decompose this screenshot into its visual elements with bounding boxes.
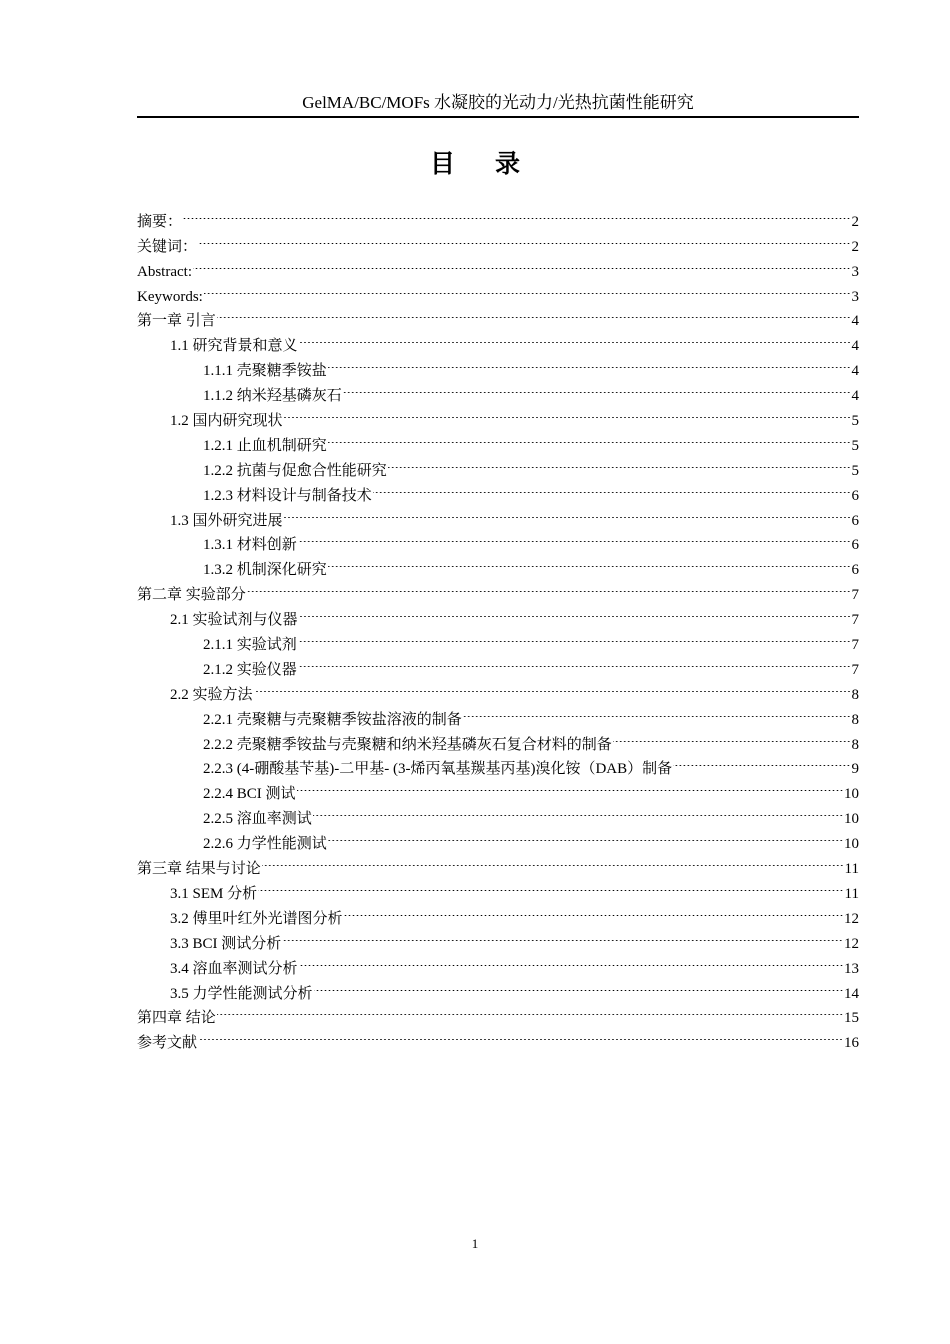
toc-title: 目录 xyxy=(429,149,560,178)
toc-entry-page: 10 xyxy=(844,811,859,828)
toc-entry-label: 3.1 SEM 分析 xyxy=(170,885,258,902)
toc-entry-page: 11 xyxy=(844,861,859,878)
toc-leader-dots xyxy=(299,948,843,973)
toc-entry[interactable] xyxy=(137,325,859,355)
toc-entry-page: 5 xyxy=(851,437,859,454)
toc-entry-label: 2.1.1 实验试剂 xyxy=(203,637,297,654)
toc-entry-page: 7 xyxy=(851,587,859,604)
toc-leader-dots xyxy=(344,898,843,923)
toc-leader-dots xyxy=(297,773,843,798)
toc-entry-page: 7 xyxy=(851,612,859,629)
toc-entry[interactable] xyxy=(137,251,859,280)
toc-leader-dots xyxy=(282,923,843,948)
toc-entry-page: 8 xyxy=(851,686,859,703)
toc-entry-label: 1.2.1 止血机制研究 xyxy=(203,437,327,454)
toc-entry-label: 1.2 国内研究现状 xyxy=(170,413,283,430)
toc-entry-page: 6 xyxy=(851,487,859,504)
toc-entry-label: 参考文献 xyxy=(137,1035,198,1052)
toc-leader-dots xyxy=(373,475,851,500)
toc-entry-page: 14 xyxy=(844,985,859,1002)
toc-entry-page: 10 xyxy=(844,786,859,803)
toc-entry-label: 2.2.5 溶血率测试 xyxy=(203,811,312,828)
toc-leader-dots xyxy=(217,998,843,1023)
toc-leader-dots xyxy=(328,425,851,450)
toc-entry-page: 5 xyxy=(851,413,859,430)
toc-leader-dots xyxy=(193,251,851,276)
toc-entry-label: 摘要： xyxy=(137,213,183,230)
table-of-contents xyxy=(137,201,859,1052)
toc-leader-dots xyxy=(314,973,843,998)
toc-entry[interactable] xyxy=(137,301,859,330)
toc-entry-label: 2.2 实验方法 xyxy=(170,686,253,703)
toc-entry-label: 1.1 研究背景和意义 xyxy=(170,338,298,355)
toc-leader-dots xyxy=(613,724,851,749)
toc-entry-label: Abstract: xyxy=(137,263,192,280)
toc-leader-dots xyxy=(183,201,850,226)
toc-leader-dots xyxy=(258,873,843,898)
toc-entry-page: 3 xyxy=(851,288,859,305)
toc-entry-page: 3 xyxy=(851,263,859,280)
toc-entry[interactable] xyxy=(137,276,859,305)
toc-entry-label: 2.2.3 (4-硼酸基苄基)-二甲基- (3-烯丙氧基羰基丙基)溴化铵（DAB）制备 xyxy=(203,761,673,778)
toc-entry-label: 1.3.2 机制深化研究 xyxy=(203,562,327,579)
toc-entry-label: 1.1.2 纳米羟基磷灰石 xyxy=(203,388,342,405)
toc-entry-label: 2.2.4 BCI 测试 xyxy=(203,786,296,803)
toc-entry-label: 2.1 实验试剂与仪器 xyxy=(170,612,298,629)
toc-entry-label: 1.3.1 材料创新 xyxy=(203,537,297,554)
toc-entry-label: 1.2.3 材料设计与制备技术 xyxy=(203,487,372,504)
toc-leader-dots xyxy=(204,276,851,301)
toc-leader-dots xyxy=(463,699,851,724)
toc-leader-dots xyxy=(217,301,851,326)
toc-entry-page: 4 xyxy=(851,338,859,355)
toc-leader-dots xyxy=(298,649,851,674)
toc-entry-page: 6 xyxy=(851,562,859,579)
toc-entry-label: 第二章 实验部分 xyxy=(137,587,246,604)
toc-leader-dots xyxy=(298,624,851,649)
toc-entry-label: 第一章 引言 xyxy=(137,313,216,330)
toc-entry-label: 2.2.2 壳聚糖季铵盐与壳聚糖和纳米羟基磷灰石复合材料的制备 xyxy=(203,736,612,753)
toc-leader-dots xyxy=(254,674,851,699)
toc-entry-label: 3.5 力学性能测试分析 xyxy=(170,985,313,1002)
toc-entry-page: 9 xyxy=(851,761,859,778)
toc-entry-label: 2.2.6 力学性能测试 xyxy=(203,836,327,853)
toc-leader-dots xyxy=(313,798,843,823)
toc-entry-label: 2.2.1 壳聚糖与壳聚糖季铵盐溶液的制备 xyxy=(203,711,462,728)
toc-entry-label: Keywords: xyxy=(137,288,203,305)
toc-entry-page: 4 xyxy=(851,363,859,380)
toc-entry-label: 1.3 国外研究进展 xyxy=(170,512,283,529)
toc-entry-page: 2 xyxy=(851,213,859,230)
toc-entry-label: 3.2 傅里叶红外光谱图分析 xyxy=(170,910,343,927)
toc-leader-dots xyxy=(198,1022,843,1047)
toc-leader-dots xyxy=(673,749,850,774)
toc-leader-dots xyxy=(328,549,851,574)
toc-leader-dots xyxy=(262,848,844,873)
toc-entry-page: 8 xyxy=(851,711,859,728)
toc-leader-dots xyxy=(299,325,851,350)
toc-leader-dots xyxy=(328,350,851,375)
toc-entry-page: 4 xyxy=(851,313,859,330)
toc-entry-page: 12 xyxy=(844,935,859,952)
toc-leader-dots xyxy=(343,375,851,400)
toc-leader-dots xyxy=(198,226,850,251)
toc-entry-label: 3.4 溶血率测试分析 xyxy=(170,960,298,977)
toc-entry-page: 7 xyxy=(851,661,859,678)
toc-entry-page: 11 xyxy=(844,885,859,902)
toc-entry-page: 13 xyxy=(844,960,859,977)
toc-leader-dots xyxy=(284,400,851,425)
running-header: GelMA/BC/MOFs 水凝胶的光动力/光热抗菌性能研究 xyxy=(137,90,859,118)
toc-entry-label: 关键词： xyxy=(137,238,198,255)
toc-entry-label: 2.1.2 实验仪器 xyxy=(203,661,297,678)
toc-entry-label: 1.2.2 抗菌与促愈合性能研究 xyxy=(203,462,387,479)
toc-entry-page: 5 xyxy=(851,462,859,479)
toc-leader-dots xyxy=(298,525,851,550)
toc-entry-page: 4 xyxy=(851,388,859,405)
toc-entry-page: 8 xyxy=(851,736,859,753)
toc-leader-dots xyxy=(328,823,843,848)
toc-entry-page: 2 xyxy=(851,238,859,255)
toc-entry[interactable] xyxy=(137,998,859,1027)
toc-leader-dots xyxy=(247,574,851,599)
toc-leader-dots xyxy=(284,500,851,525)
toc-entry-page: 15 xyxy=(844,1010,859,1027)
toc-entry-page: 6 xyxy=(851,512,859,529)
toc-entry[interactable] xyxy=(137,201,859,230)
toc-entry-label: 第三章 结果与讨论 xyxy=(137,861,261,878)
toc-entry-label: 3.3 BCI 测试分析 xyxy=(170,935,282,952)
page-number: 1 xyxy=(471,1236,479,1251)
toc-entry-page: 7 xyxy=(851,637,859,654)
toc-entry-label: 1.1.1 壳聚糖季铵盐 xyxy=(203,363,327,380)
toc-entry-page: 12 xyxy=(844,910,859,927)
toc-entry[interactable] xyxy=(137,1022,859,1052)
toc-leader-dots xyxy=(388,450,851,475)
toc-entry-page: 6 xyxy=(851,537,859,554)
toc-leader-dots xyxy=(299,599,851,624)
toc-entry-label: 第四章 结论 xyxy=(137,1010,216,1027)
toc-entry-page: 10 xyxy=(844,836,859,853)
toc-entry-page: 16 xyxy=(844,1035,859,1052)
toc-entry[interactable] xyxy=(137,226,859,255)
